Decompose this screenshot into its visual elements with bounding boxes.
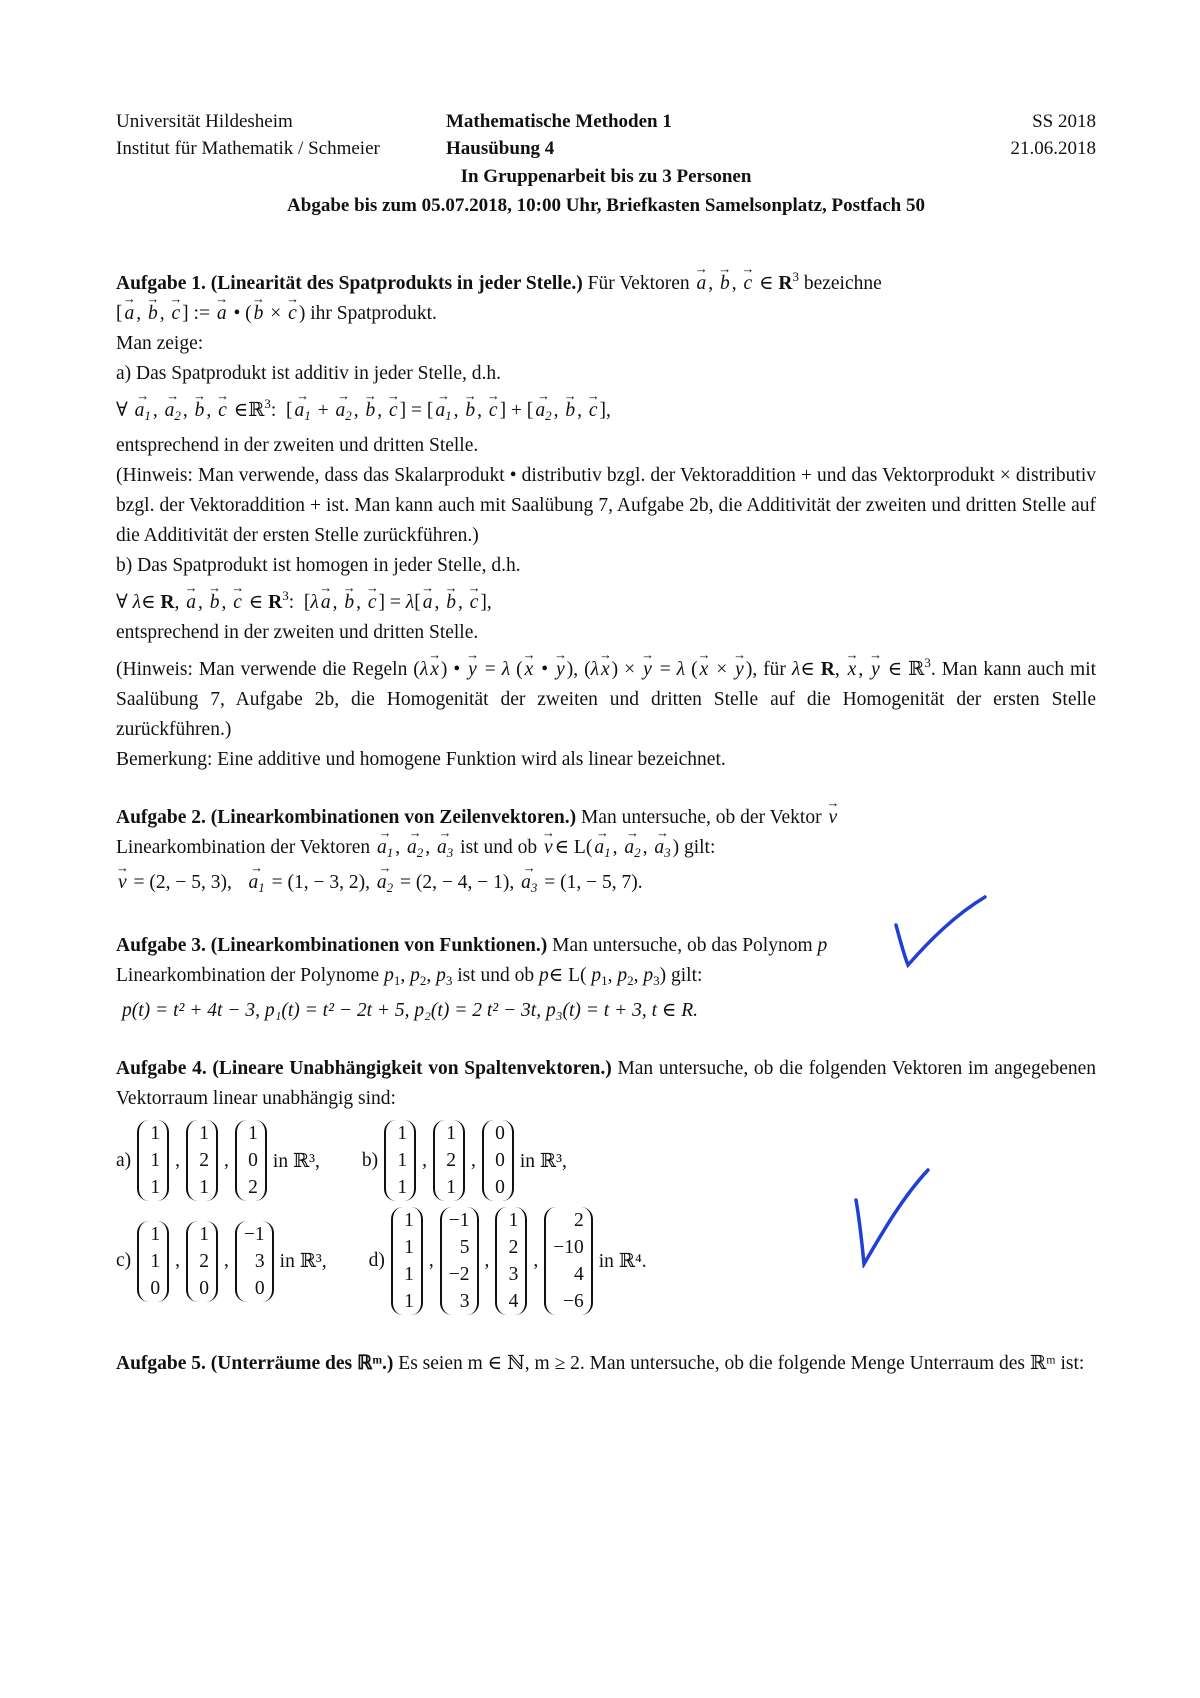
- matrix-d-2: −1 5 −2 3: [440, 1207, 479, 1315]
- task-4-c-space: in ℝ³,: [279, 1251, 327, 1272]
- task-1-part-b: b) Das Spatprodukt ist homogen in jeder Stelle, d.h.: [116, 555, 521, 576]
- task-1-hint-b-start: (Hinweis: Man verwende die Regeln: [116, 659, 408, 680]
- task-5: [116, 1349, 1096, 1379]
- sheet-title: Hausübung 4: [446, 138, 555, 159]
- task-3-text1: Man untersuche, ob das Polynom: [552, 935, 813, 956]
- task-4-c-label: c): [116, 1250, 132, 1271]
- matrix-d-4: 2 −10 4 −6: [544, 1207, 593, 1315]
- matrix-c-3: −1 3 0: [235, 1221, 274, 1302]
- institute: Institut für Mathematik / Schmeier: [116, 138, 380, 159]
- task-2-text4: gilt:: [683, 837, 716, 858]
- matrix-b-2: 1 2 1: [433, 1120, 465, 1201]
- matrix-c-1: 1 1 0: [137, 1221, 169, 1302]
- task-2-text1: Man untersuche, ob der Vektor: [580, 807, 822, 828]
- matrix-c-2: 1 2 0: [186, 1221, 218, 1302]
- task-5-title: Aufgabe 5. (Unterräume des ℝᵐ.): [116, 1353, 394, 1374]
- task-2-text3: ist und ob: [460, 837, 538, 858]
- matrix-a-1: 1 1 1: [137, 1120, 169, 1201]
- deadline: Abgabe bis zum 05.07.2018, 10:00 Uhr, Briefkasten Samelsonplatz, Postfach 50: [287, 195, 925, 216]
- semester: SS 2018: [1032, 111, 1096, 132]
- task-4-d-space: in ℝ⁴.: [598, 1251, 647, 1272]
- course-title: Mathematische Methoden 1: [446, 111, 672, 132]
- exercise-sheet: [116, 108, 1096, 1379]
- matrix-b-3: 0 0 0: [482, 1120, 514, 1201]
- task-1-intro: Für Vektoren: [587, 273, 690, 294]
- task-4-b-space: in ℝ³,: [519, 1150, 567, 1172]
- task-4-a-space: in ℝ³,: [272, 1150, 320, 1172]
- checkmark-icon: [890, 895, 990, 970]
- task-1-hint-a: (Hinweis: Man verwende, dass das Skalarprodukt • distributiv bzgl. der Vektoraddition + und das Vektorprodukt × distributiv bzgl. der Vektoraddition + ist. Man kann auch mit Saalübung 7, Aufgabe 2b, die Additivität der zweiten und dritten Stelle auf die Additivität der ersten Stelle zurückführen.): [116, 465, 1096, 546]
- task-1-part-a: a) Das Spatprodukt ist additiv in jeder Stelle, d.h.: [116, 363, 502, 384]
- task-2-title: Aufgabe 2. (Linearkombinationen von Zeilenvektoren.): [116, 807, 577, 828]
- task-2-a2: = (2, − 4, − 1),: [400, 872, 515, 893]
- task-2-text2: Linearkombination der Vektoren: [116, 837, 371, 858]
- task-3-text3: ist und ob: [457, 965, 535, 986]
- matrix-b-1: 1 1 1: [384, 1120, 416, 1201]
- matrix-d-1: 1 1 1 1: [391, 1207, 423, 1315]
- task-2: Aufgabe 2. (Linearkombinationen von Zeilenvektoren.) Man untersuche, ob der Vektor → v Linearkombination der Vektoren → $a_1$ , → $a_2$ , → $a_3$ ist und ob → v ∈ $L(\to a_1$ , → $a_2$ , → $a_3$ ) gilt: → v = (2, − 5, 3), → $a_1 = (1$, − 3, 2), → $a_2 = (2$, − 4, − 1), → $a_3 = (1$, − 5, 7).: [116, 803, 1096, 903]
- task-1-title: Aufgabe 1. (Linearität des Spatprodukts in jeder Stelle.): [116, 273, 583, 294]
- task-4-row-ab: a) 1 1 1 , 1 2 1 , 1 0 2 in ℝ³, b) 1 1 1 , 1 2 1 , 0 0 0 in ℝ³,: [116, 1120, 1096, 1201]
- date: 21.06.2018: [1010, 138, 1096, 159]
- task-2-a1: = (1, − 3, 2),: [271, 872, 370, 893]
- task-2-v: = (2, − 5, 3),: [133, 872, 232, 893]
- task-1-entsp-b: entsprechend in der zweiten und dritten Stelle.: [116, 622, 479, 643]
- task-3: Aufgabe 3. (Linearkombinationen von Funktionen.) Man untersuche, ob das Polynom p Linearkombination der Polynome $p_1$, $p_2$, $p_3$ ist und ob p∈ L( $p_1$, $p_2$, $p_3$) gilt: p(t) = t² + 4t − 3, p₁(t) = t² − 2t + 5, p₂(t) = 2 t² − 3t, p₃(t) = t + 3, t ∈ R.: [116, 931, 1096, 1026]
- task-3-title: Aufgabe 3. (Linearkombinationen von Funktionen.): [116, 935, 548, 956]
- matrix-a-2: 1 2 1: [186, 1120, 218, 1201]
- checkmark-icon: [852, 1168, 932, 1268]
- task-4-a-label: a): [116, 1149, 132, 1171]
- header-row-1: [116, 108, 1096, 135]
- matrix-a-3: 1 0 2: [235, 1120, 267, 1201]
- task-1-def-end: ihr Spatprodukt.: [310, 303, 437, 324]
- task-4: [116, 1054, 1096, 1114]
- task-1: Aufgabe 1. (Linearität des Spatprodukts in jeder Stelle.) Für Vektoren → a , → b , → c ∈ $R^3$ bezeichne [→ a , → b , → c ] := → a • (→ b × → c ) ihr Spatprodukt. Man zeige: a) Das Spatprodukt ist additiv in jeder Stelle, d.h. ∀ → $a_1$ , → $a_2$ , → b , → c ∈ℝ$^3$: [→ $a_1$ + → $a_2$ , → b , → c ] = [→ $a_1$ , → b , → c ] + [→ $a_2$ , → b , → c ], entsprechend in der zweiten und dritten Stelle. (Hinweis: Man verwende, dass das Skalarprodukt • distributiv bzgl. der Vektoraddition + und das Vektorprodukt × distributiv bzgl. der Vektoraddition + ist. Man kann auch mit Saalübung 7, Aufgabe 2b, die Additivität der zweiten und dritten Stelle auf die Additivität der ersten Stelle zurückführen.) b) Das Spatprodukt ist homogen in jeder Stelle, d.h. ∀ λ∈ R, → a , → b , → c ∈ $R^3$: [λ→ a , → b , → c ] = λ[→ a , → b , → c ], entsprechend in der zweiten und dritten Stelle. (Hinweis: Man verwende die Regeln (λ→ x ) • → y = λ (→ x • → y ), (λ→ x ) × → y = λ (→ x × → y ), für λ∈ R, → x , → y ∈ ℝ$^3$. Man kann auch mit Saalübung 7, Aufgabe 2b, die Homogenität der zweiten und dritten Stelle auf die Homogenität der ersten Stelle zurückführen.) Bemerkung: Eine additive und homogene Funktion wird als linear bezeichnet.: [116, 262, 1096, 775]
- task-4-title: Aufgabe 4. (Lineare Unabhängigkeit von Spaltenvektoren.): [116, 1058, 612, 1079]
- task-1-intro-end: bezeichne: [803, 273, 882, 294]
- group-note: In Gruppenarbeit bis zu 3 Personen: [460, 166, 752, 187]
- task-1-hint-b-end: . Man kann auch mit Saalübung 7, Aufgabe 2b, die Homogenität der zweiten und dritten Stelle auf die Homogenität der ersten Stelle zurückführen.): [116, 659, 1097, 740]
- university: Universität Hildesheim: [116, 111, 293, 132]
- task-2-a3: = (1, − 5, 7).: [544, 872, 643, 893]
- task-1-remark: Bemerkung: Eine additive und homogene Funktion wird als linear bezeichnet.: [116, 749, 726, 770]
- task-1-man-zeige: Man zeige:: [116, 333, 204, 354]
- task-4-d-label: d): [368, 1250, 385, 1271]
- task-1-entsp-a: entsprechend in der zweiten und dritten Stelle.: [116, 435, 479, 456]
- header-row-2: [116, 135, 1096, 162]
- task-4-row-cd: c) 1 1 0 , 1 2 0 , −1 3 0 in ℝ³, d) 1 1 1 1 , −1 5 −2 3 , 1 2 3 4 , 2 −10 4 −6 in ℝ⁴.: [116, 1207, 1096, 1315]
- task-3-text2: Linearkombination der Polynome: [116, 965, 380, 986]
- matrix-d-3: 1 2 3 4: [495, 1207, 527, 1315]
- task-4-b-label: b): [361, 1149, 379, 1171]
- task-3-formula: p(t) = t² + 4t − 3, p₁(t) = t² − 2t + 5, p₂(t) = 2 t² − 3t, p₃(t) = t + 3, t ∈ R.: [122, 1000, 699, 1021]
- task-4-text: Man untersuche, ob die folgenden Vektoren im angegebenen Vektorraum linear unabhängig sind:: [116, 1058, 1097, 1109]
- task-5-text: Es seien m ∈ ℕ, m ≥ 2. Man untersuche, ob die folgende Menge Unterraum des ℝᵐ ist:: [398, 1353, 1085, 1374]
- task-3-text4: gilt:: [670, 965, 703, 986]
